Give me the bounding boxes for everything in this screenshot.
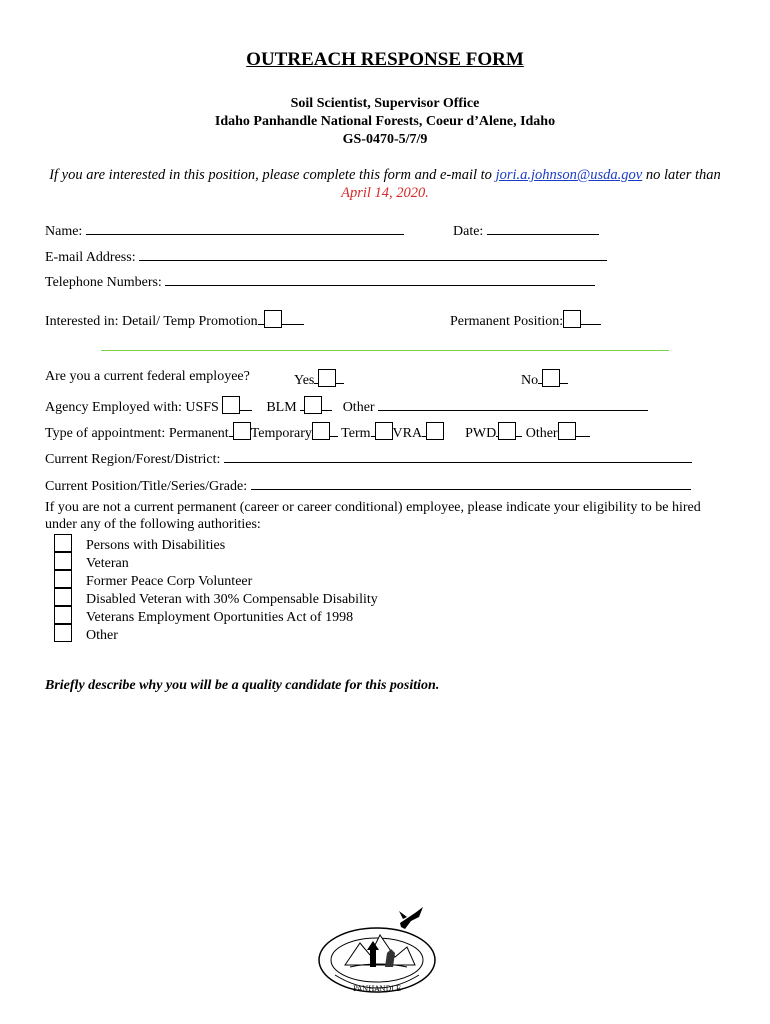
usfs-checkbox[interactable] (222, 396, 240, 414)
authority-label: Persons with Disabilities (86, 538, 226, 553)
position-label: Current Position/Title/Series/Grade: (45, 479, 248, 494)
appointment-other-checkbox[interactable] (558, 422, 576, 440)
appointment-label: Type of appointment: Permanent (45, 426, 229, 441)
date-line[interactable] (487, 220, 599, 235)
federal-question: Are you a current federal employee? (45, 369, 250, 384)
position-line[interactable] (251, 475, 691, 490)
date-field[interactable] (453, 220, 599, 240)
position-field[interactable] (45, 475, 691, 495)
agency-label: Agency Employed with: USFS (45, 400, 219, 415)
appointment-row (45, 422, 590, 442)
pwd-label: PWD (465, 426, 497, 441)
authority-label: Veteran (86, 556, 129, 571)
authority-item[interactable] (54, 624, 118, 644)
position-title: Soil Scientist, Supervisor Office (290, 96, 480, 111)
instructions (40, 166, 730, 202)
no-label: No (521, 373, 539, 388)
authority-checkbox[interactable] (54, 534, 72, 552)
section-divider (101, 350, 669, 351)
authority-label: Veterans Employment Oportunities Act of 1998 (86, 610, 354, 625)
agency-row (45, 396, 648, 416)
instructions-text: If you are interested in this position, please complete this form and e-mail to (49, 167, 496, 183)
interest-permanent[interactable] (450, 310, 601, 330)
authority-item[interactable] (54, 588, 378, 608)
authority-checkbox[interactable] (54, 570, 72, 588)
authority-checkbox[interactable] (54, 606, 72, 624)
region-field[interactable] (45, 448, 692, 468)
instructions-text-2: no later than (642, 167, 721, 183)
location-line: Idaho Panhandle National Forests, Coeur d’Alene, Idaho (214, 114, 556, 129)
deadline-date: April 14, 2020. (341, 185, 429, 201)
permanent-checkbox[interactable] (233, 422, 251, 440)
agency-other-label: Other (342, 400, 375, 415)
date-label: Date: (453, 224, 484, 239)
candidate-statement-prompt: Briefly describe why you will be a quality candidate for this position. (45, 678, 440, 693)
authority-label: Disabled Veteran with 30% Compensable Disability (86, 592, 378, 607)
authority-checkbox[interactable] (54, 624, 72, 642)
yes-checkbox[interactable] (318, 369, 336, 387)
no-checkbox[interactable] (542, 369, 560, 387)
name-line[interactable] (86, 220, 404, 235)
name-field[interactable] (45, 220, 404, 240)
blm-label: BLM (266, 400, 297, 415)
authority-checkbox[interactable] (54, 588, 72, 606)
detail-temp-checkbox[interactable] (264, 310, 282, 328)
authority-item[interactable] (54, 606, 353, 626)
vra-checkbox[interactable] (426, 422, 444, 440)
federal-no[interactable] (521, 369, 568, 389)
svg-text:PANHANDLE: PANHANDLE (353, 985, 401, 993)
interest-label: Interested in: Detail/ Temp Promotion (45, 314, 258, 329)
telephone-line[interactable] (165, 271, 595, 286)
interest-detail-temp[interactable] (45, 310, 304, 330)
blm-checkbox[interactable] (304, 396, 322, 414)
temporary-label: Temporary (250, 426, 312, 441)
contact-email-link[interactable]: jori.a.johnson@usda.gov (495, 167, 643, 183)
authority-label: Other (86, 628, 118, 643)
term-label: Term (341, 426, 371, 441)
grade-line: GS-0470-5/7/9 (342, 132, 428, 147)
region-line[interactable] (224, 448, 692, 463)
federal-yes[interactable] (294, 369, 344, 389)
authority-checkbox[interactable] (54, 552, 72, 570)
appointment-other-label: Other (525, 426, 558, 441)
permanent-position-checkbox[interactable] (563, 310, 581, 328)
permanent-position-label: Permanent Position: (450, 314, 564, 329)
vra-label: VRA (392, 426, 423, 441)
region-label: Current Region/Forest/District: (45, 452, 221, 467)
form-title: OUTREACH RESPONSE FORM (246, 49, 524, 70)
telephone-label: Telephone Numbers: (45, 275, 162, 290)
term-checkbox[interactable] (375, 422, 393, 440)
authority-label: Former Peace Corp Volunteer (86, 574, 253, 589)
yes-label: Yes (294, 373, 315, 388)
forest-emblem-logo (315, 905, 440, 1000)
telephone-field[interactable] (45, 271, 595, 291)
pwd-checkbox[interactable] (498, 422, 516, 440)
temporary-checkbox[interactable] (312, 422, 330, 440)
email-line[interactable] (139, 246, 607, 261)
email-field[interactable] (45, 246, 607, 266)
authority-item[interactable] (54, 570, 252, 590)
authority-item[interactable] (54, 552, 129, 572)
email-label: E-mail Address: (45, 250, 136, 265)
eligibility-instructions: If you are not a current permanent (career or career conditional) employee, please indicate your eligibility to be hired under any of the following authorities: (45, 500, 701, 532)
agency-other-line[interactable] (378, 396, 648, 411)
name-label: Name: (45, 224, 83, 239)
authority-item[interactable] (54, 534, 225, 554)
